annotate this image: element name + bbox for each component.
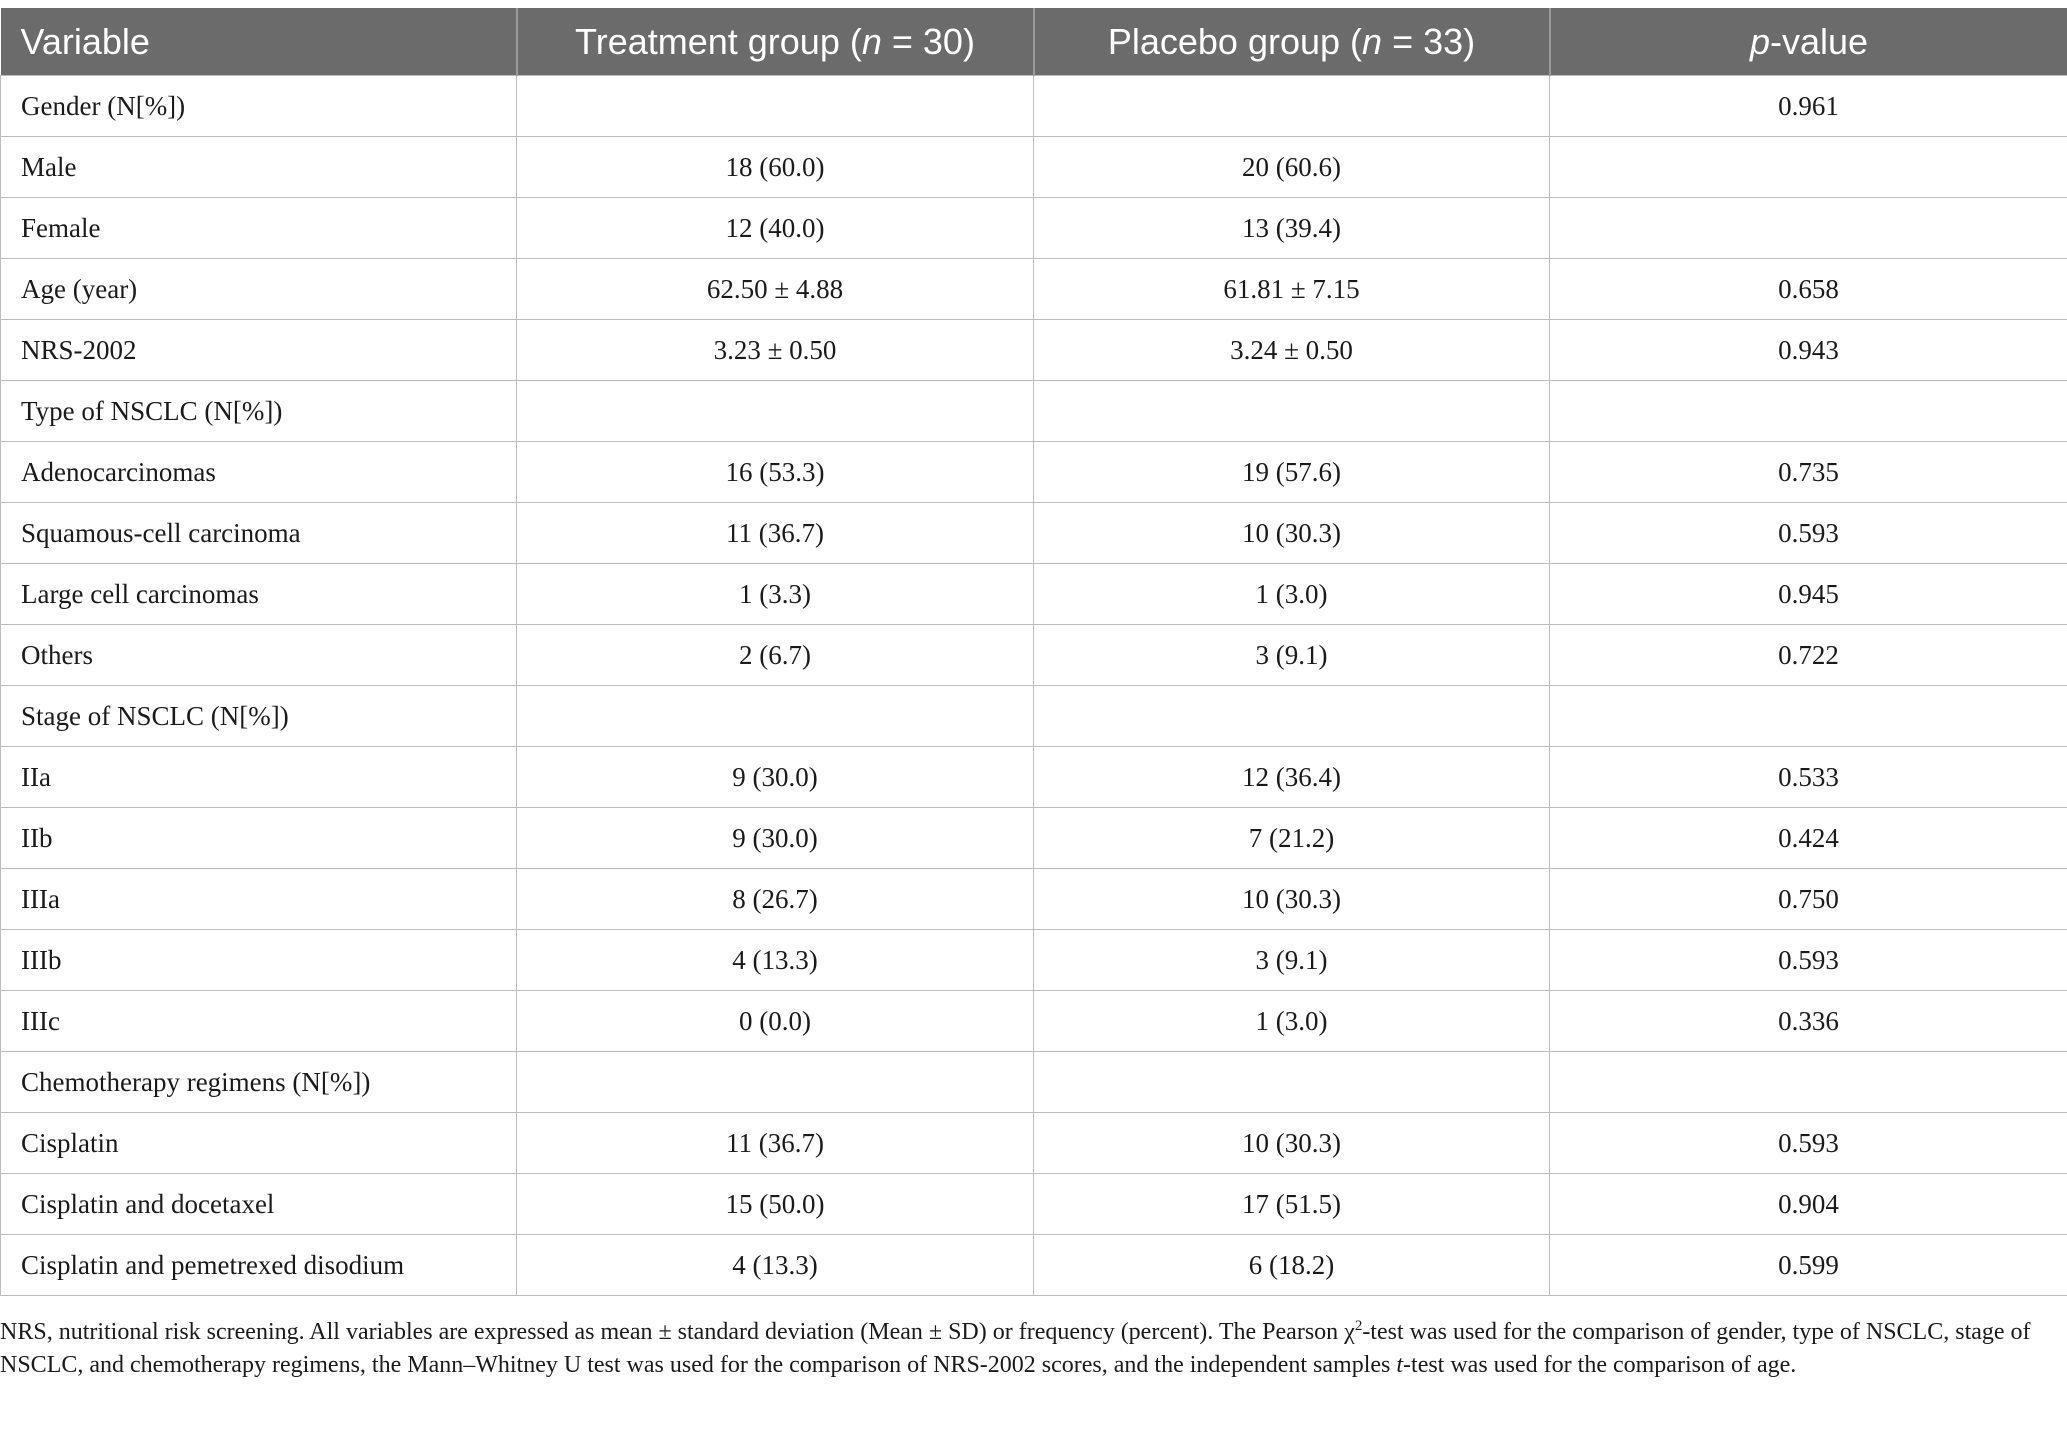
header-p-value [1550,8,2067,76]
cell-p-value: 0.735 [1550,442,2067,503]
cell-placebo: 6 (18.2) [1034,1235,1550,1296]
cell-treatment: 18 (60.0) [517,137,1034,198]
cell-placebo: 3 (9.1) [1034,625,1550,686]
cell-variable: Adenocarcinomas [1,442,517,503]
cell-p-value: 0.336 [1550,991,2067,1052]
cell-variable: Female [1,198,517,259]
cell-treatment: 11 (36.7) [517,503,1034,564]
header-variable-label: Variable [20,20,150,62]
cell-variable: Others [1,625,517,686]
cell-variable: Male [1,137,517,198]
cell-placebo: 17 (51.5) [1034,1174,1550,1235]
cell-placebo: 7 (21.2) [1034,808,1550,869]
cell-treatment [517,1052,1034,1113]
cell-placebo: 3.24 ± 0.50 [1034,320,1550,381]
table-row [1,625,2067,686]
table-footnote [0,1316,2050,1382]
cell-placebo: 1 (3.0) [1034,991,1550,1052]
header-placebo-group [1034,8,1550,76]
cell-treatment: 3.23 ± 0.50 [517,320,1034,381]
cell-variable: IIb [1,808,517,869]
cell-variable: NRS-2002 [1,320,517,381]
cell-placebo [1034,1052,1550,1113]
cell-placebo: 20 (60.6) [1034,137,1550,198]
footnote-superscript: 2 [1354,1318,1363,1334]
table-row [1,1235,2067,1296]
cell-p-value [1550,198,2067,259]
cell-variable: Age (year) [1,259,517,320]
cell-treatment: 62.50 ± 4.88 [517,259,1034,320]
table-row [1,808,2067,869]
footnote-part3: -test was used for the comparison of age. [1403,1352,1797,1378]
header-p-suffix: -value [1769,20,1869,62]
cell-variable: Chemotherapy regimens (N[%]) [1,1052,517,1113]
cell-variable: Cisplatin and docetaxel [1,1174,517,1235]
cell-variable: Cisplatin and pemetrexed disodium [1,1235,517,1296]
cell-variable: Cisplatin [1,1113,517,1174]
cell-treatment: 8 (26.7) [517,869,1034,930]
cell-treatment: 16 (53.3) [517,442,1034,503]
header-placebo-n: n [1362,20,1383,62]
footnote-t-var: t [1396,1352,1404,1378]
header-variable [1,8,517,76]
table-row [1,198,2067,259]
cell-placebo: 19 (57.6) [1034,442,1550,503]
cell-variable: Squamous-cell carcinoma [1,503,517,564]
cell-placebo [1034,686,1550,747]
cell-treatment [517,686,1034,747]
cell-placebo: 3 (9.1) [1034,930,1550,991]
cell-variable: IIIa [1,869,517,930]
cell-placebo: 1 (3.0) [1034,564,1550,625]
cell-p-value [1550,1052,2067,1113]
table-row [1,503,2067,564]
cell-treatment: 9 (30.0) [517,808,1034,869]
cell-p-value [1550,686,2067,747]
header-placebo-suffix: = 33) [1382,20,1476,62]
cell-treatment: 9 (30.0) [517,747,1034,808]
cell-variable: IIIc [1,991,517,1052]
cell-variable: Type of NSCLC (N[%]) [1,381,517,442]
cell-treatment: 15 (50.0) [517,1174,1034,1235]
cell-treatment [517,381,1034,442]
cell-placebo: 10 (30.3) [1034,869,1550,930]
cell-p-value: 0.593 [1550,930,2067,991]
table-row [1,1174,2067,1235]
baseline-characteristics-table [0,8,2067,1296]
cell-variable: Stage of NSCLC (N[%]) [1,686,517,747]
cell-placebo: 10 (30.3) [1034,503,1550,564]
cell-variable: Large cell carcinomas [1,564,517,625]
table-header [1,8,2067,76]
cell-p-value: 0.424 [1550,808,2067,869]
cell-p-value: 0.533 [1550,747,2067,808]
cell-treatment: 2 (6.7) [517,625,1034,686]
cell-p-value: 0.593 [1550,1113,2067,1174]
footnote-part2: -test was used for the comparison of gender, type of NSCLC, stage of NSCLC, and chemotherapy regimens, the Mann–Whitney U test was used for the comparison of NRS-2002 scores, and the independent samples [0,1319,2031,1378]
cell-treatment: 11 (36.7) [517,1113,1034,1174]
table-row [1,442,2067,503]
cell-p-value [1550,137,2067,198]
table-row [1,381,2067,442]
table-row [1,930,2067,991]
cell-placebo: 12 (36.4) [1034,747,1550,808]
table-row [1,564,2067,625]
cell-variable: Gender (N[%]) [1,76,517,137]
table-row [1,320,2067,381]
cell-p-value: 0.599 [1550,1235,2067,1296]
cell-variable: IIIb [1,930,517,991]
table-row [1,259,2067,320]
table-row [1,686,2067,747]
header-placebo-prefix: Placebo group ( [1107,20,1363,62]
header-treatment-prefix: Treatment group ( [575,20,862,62]
table-body [1,76,2067,1296]
cell-placebo [1034,76,1550,137]
cell-placebo [1034,381,1550,442]
cell-p-value: 0.750 [1550,869,2067,930]
table-row [1,991,2067,1052]
cell-placebo: 13 (39.4) [1034,198,1550,259]
baseline-characteristics-table-wrapper [0,8,2067,1296]
header-treatment-suffix: = 30) [881,20,975,62]
table-row [1,747,2067,808]
cell-treatment: 12 (40.0) [517,198,1034,259]
header-treatment-group [517,8,1034,76]
table-row [1,137,2067,198]
header-p-var: p [1749,20,1770,62]
table-row [1,869,2067,930]
cell-p-value: 0.658 [1550,259,2067,320]
cell-treatment: 1 (3.3) [517,564,1034,625]
header-row [1,8,2067,76]
cell-treatment: 0 (0.0) [517,991,1034,1052]
cell-treatment [517,76,1034,137]
cell-p-value: 0.943 [1550,320,2067,381]
cell-p-value: 0.722 [1550,625,2067,686]
cell-p-value: 0.904 [1550,1174,2067,1235]
table-row [1,1113,2067,1174]
table-row [1,1052,2067,1113]
header-treatment-n: n [861,20,882,62]
cell-p-value: 0.961 [1550,76,2067,137]
cell-treatment: 4 (13.3) [517,1235,1034,1296]
cell-p-value: 0.593 [1550,503,2067,564]
footnote-part1: NRS, nutritional risk screening. All variables are expressed as mean ± standard deviation (Mean ± SD) or frequency (percent). The Pearson χ [0,1319,1355,1345]
cell-placebo: 10 (30.3) [1034,1113,1550,1174]
cell-p-value [1550,381,2067,442]
table-row [1,76,2067,137]
cell-p-value: 0.945 [1550,564,2067,625]
cell-variable: IIa [1,747,517,808]
cell-treatment: 4 (13.3) [517,930,1034,991]
cell-placebo: 61.81 ± 7.15 [1034,259,1550,320]
